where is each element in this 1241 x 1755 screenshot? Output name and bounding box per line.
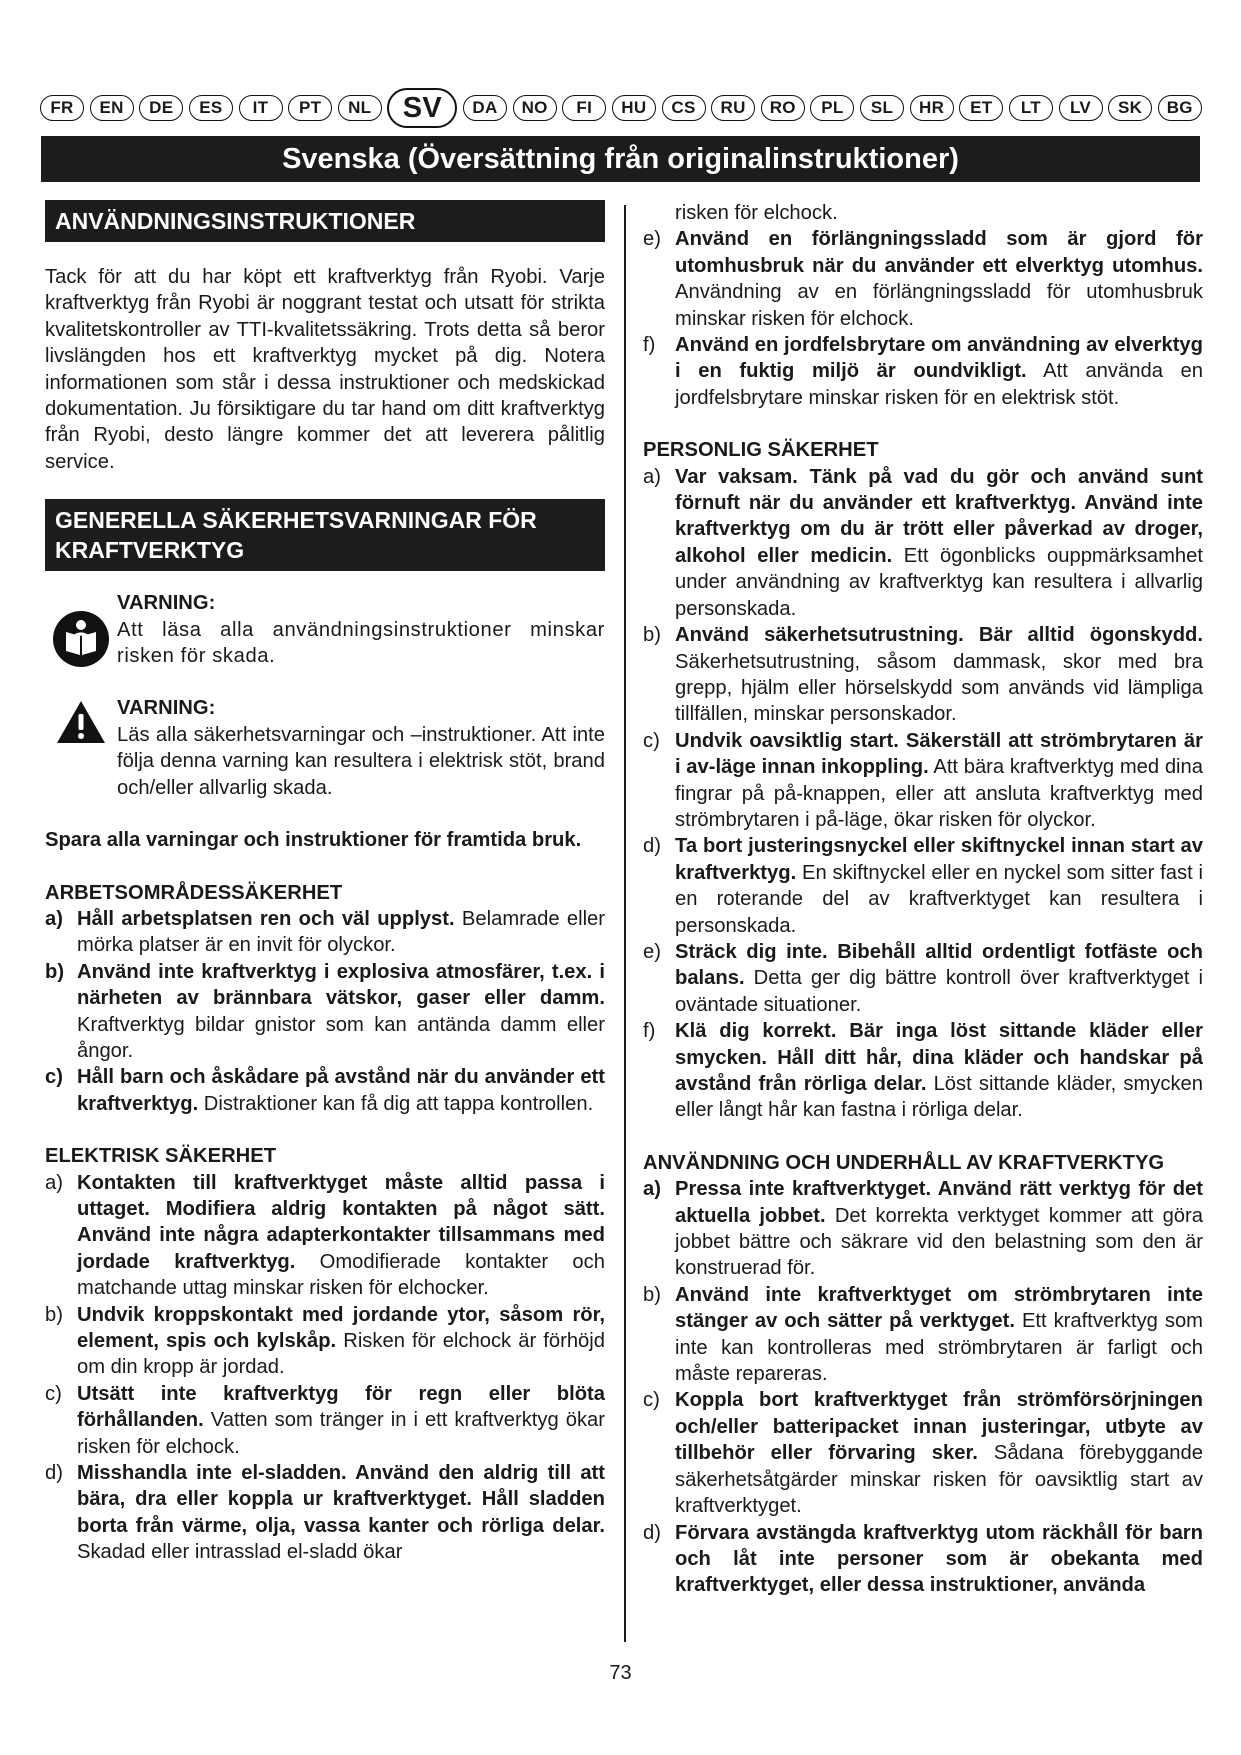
lang-badge: DA — [463, 95, 507, 121]
list-item: f) Klä dig korrekt. Bär inga löst sittande kläder eller smycken. Håll ditt hår, dina kläder och handskar på avstånd från rörliga delar. Löst sittande kläder, smycken eller långt hår kan fastna i rörliga delar. — [643, 1020, 1204, 1122]
list-item: b) Undvik kroppskontakt med jordande ytor, såsom rör, element, spis och kylskåp. Risken för elchock är förhöjd om din kropp är jordad. — [45, 1303, 606, 1379]
list-item: e) Använd en förlängningssladd som är gjord för utomhusbruk när du använder ett elverktyg utomhus. Användning av en förlängningssladd för utomhusbruk minskar risken för elchock. — [643, 228, 1203, 330]
read-manual-icon — [52, 610, 110, 668]
list-item: a) Kontakten till kraftverktyget måste alltid passa i uttaget. Modifiera aldrig kontakten på något sätt. Använd inte några adapterkontakter tillsammans med jordade kraftverktyg. Omodifierade kontakter och matchande uttag minskar risken för elchocker. — [45, 1171, 605, 1300]
column-divider — [624, 205, 626, 1642]
page-number: 73 — [609, 1662, 632, 1684]
list-item: b) Använd säkerhetsutrustning. Bär alltid ögonskydd. Säkerhetsutrustning, såsom dammask, skor med bra grepp, hjälm eller hörselskydd som används vid lämpliga tillfällen, minskar personskador. — [643, 624, 1203, 726]
warning-title: VARNING: — [117, 697, 216, 720]
list-item: e) Sträck dig inte. Bibehåll alltid ordentligt fotfäste och balans. Detta ger dig bättre kontroll över kraftverktyget i oväntade situationer. — [643, 940, 1203, 1016]
electrical-heading: ELEKTRISK SÄKERHET — [45, 1145, 277, 1168]
list-item: d) Förvara avstängda kraftverktyg utom räckhåll för barn och låt inte personer som är obekanta med kraftverktyget, eller dessa instruktioner, använda — [643, 1521, 1203, 1597]
lang-badge: EN — [90, 95, 134, 121]
warning-read-manual — [45, 590, 605, 669]
lang-badge: FI — [562, 95, 606, 121]
page-title: Svenska (Översättning från originalinstruktioner) — [41, 136, 1200, 182]
left-column — [45, 200, 605, 1566]
lang-badge: DE — [139, 95, 183, 121]
lang-badge: SK — [1108, 95, 1152, 121]
list-item: a) Var vaksam. Tänk på vad du gör och använd sunt förnuft när du använder ett kraftverktyg. Använd inte kraftverktyg om du är trött eller påverkad av droger, alkohol eller medicin. Ett ögonblicks ouppmärksamhet under användning av kraftverktyg kan resultera i allvarlig personskada. — [643, 465, 1203, 620]
lang-badge: HR — [910, 95, 954, 121]
lang-badge: NL — [338, 95, 382, 121]
list-item: d) Misshandla inte el-sladden. Använd den aldrig till att bära, dra eller koppla ur kraftverktyget. Håll sladden borta från värme, olja, vassa kanter och rörliga delar. Skadad eller intrasslad el-sladd ökar — [45, 1462, 605, 1564]
lang-badge: RU — [711, 95, 755, 121]
intro-paragraph: Tack för att du har köpt ett kraftverktyg från Ryobi. Varje kraftverktyg från Ryobi är noggrant testat och utsatt för strikta kvalitetskontroller av TTI-kvalitetssäkring. Trots detta så beror livslängden hos ett kraftverktyg mycket på dig. Notera informationen som står i dessa instruktioner och medskickad dokumentation. Ju försiktigare du tar hand om ditt kraftverktyg från Ryobi, desto längre kommer det att leverera pålitlig service. — [45, 266, 605, 473]
list-item: c) Håll barn och åskådare på avstånd när du använder ett kraftverktyg. Distraktioner kan få dig att tappa kontrollen. — [45, 1066, 605, 1115]
personal-safety-heading: PERSONLIG SÄKERHET — [643, 439, 879, 462]
lang-badge: CS — [662, 95, 706, 121]
list-item: d) Ta bort justeringsnyckel eller skiftnyckel innan start av kraftverktyg. En skiftnyckel eller en nyckel som sitter fast i en roterande del av kraftverktyget kan resultera i personskada. — [643, 835, 1203, 937]
lang-badge: PT — [288, 95, 332, 121]
warning-title: VARNING: — [117, 592, 216, 615]
lang-badge: PL — [810, 95, 854, 121]
lang-badge: LT — [1009, 95, 1053, 121]
warning-safety — [45, 695, 605, 801]
right-column — [643, 200, 1203, 1599]
lang-badge: IT — [239, 95, 283, 121]
list-item: c) Utsätt inte kraftverktyg för regn eller blöta förhållanden. Vatten som tränger in i ett kraftverktyg ökar risken för elchock. — [45, 1382, 605, 1458]
maintenance-heading: ANVÄNDNING OCH UNDERHÅLL AV KRAFTVERKTYG — [643, 1151, 1165, 1174]
lang-badge: SL — [860, 95, 904, 121]
work-area-heading: ARBETSOMRÅDESSÄKERHET — [45, 881, 343, 904]
lang-badge: ES — [189, 95, 233, 121]
list-item-continued: risken för elchock. — [675, 202, 838, 224]
list-item: b) Använd inte kraftverktyg i explosiva atmosfärer, t.ex. i närheten av brännbara vätskor, gaser eller damm. Kraftverktyg bildar gnistor som kan antända damm eller ångor. — [45, 960, 605, 1062]
general-warnings-heading: GENERELLA SÄKERHETSVARNINGAR FÖR KRAFTVERKTYG — [45, 499, 605, 571]
list-item: f) Använd en jordfelsbrytare om användning av elverktyg i en fuktig miljö är oundvikligt. Att använda en jordfelsbrytare minskar risken för en elektrisk stöt. — [643, 334, 1203, 409]
lang-badge: FR — [40, 95, 84, 121]
lang-badge-active: SV — [387, 88, 457, 128]
usage-heading: ANVÄNDNINGSINSTRUKTIONER — [45, 200, 605, 242]
lang-badge: ET — [959, 95, 1003, 121]
warning-triangle-icon — [55, 699, 107, 745]
lang-badge: NO — [513, 95, 557, 121]
save-instructions-note: Spara alla varningar och instruktioner för framtida bruk. — [45, 829, 582, 852]
list-item: a) Pressa inte kraftverktyget. Använd rätt verktyg för det aktuella jobbet. Det korrekta verktyget kommer att göra jobbet bättre och säkrare vid den belastning som den är konstruerad för. — [643, 1178, 1203, 1280]
lang-badge: RO — [761, 95, 805, 121]
list-item: c) Undvik oavsiktlig start. Säkerställ att strömbrytaren är i av-läge innan inkoppling. Att bära kraftverktyg med dina fingrar på på-knappen, eller att ansluta kraftverktyg med strömbrytaren i på-läge, ökar risken för olyckor. — [643, 729, 1203, 831]
list-item: b) Använd inte kraftverktyget om strömbrytaren inte stänger av och sätter på verktyget. Ett kraftverktyg som inte kan kontrolleras med strömbrytaren är farligt och måste repareras. — [643, 1283, 1204, 1386]
lang-badge: BG — [1158, 95, 1202, 121]
lang-badge: LV — [1059, 95, 1103, 121]
warning-text: Läs alla säkerhetsvarningar och –instruktioner. Att inte följa denna varning kan resultera i elektrisk stöt, brand och/eller allvarlig skada. — [117, 723, 605, 799]
language-selector — [40, 88, 1202, 128]
warning-text: Att läsa alla användningsinstruktioner minskar risken för skada. — [117, 618, 605, 668]
list-item: c) Koppla bort kraftverktyget från strömförsörjningen och/eller batteripacket innan justeringar, utbyte av tillbehör eller förvaring sker. Sådana förebyggande säkerhetsåtgärder minskar risken för oavsiktlig start av kraftverktyget. — [643, 1389, 1203, 1518]
list-item: a) Håll arbetsplatsen ren och väl upplyst. Belamrade eller mörka platser är en invit för olyckor. — [45, 907, 606, 957]
lang-badge: HU — [612, 95, 656, 121]
